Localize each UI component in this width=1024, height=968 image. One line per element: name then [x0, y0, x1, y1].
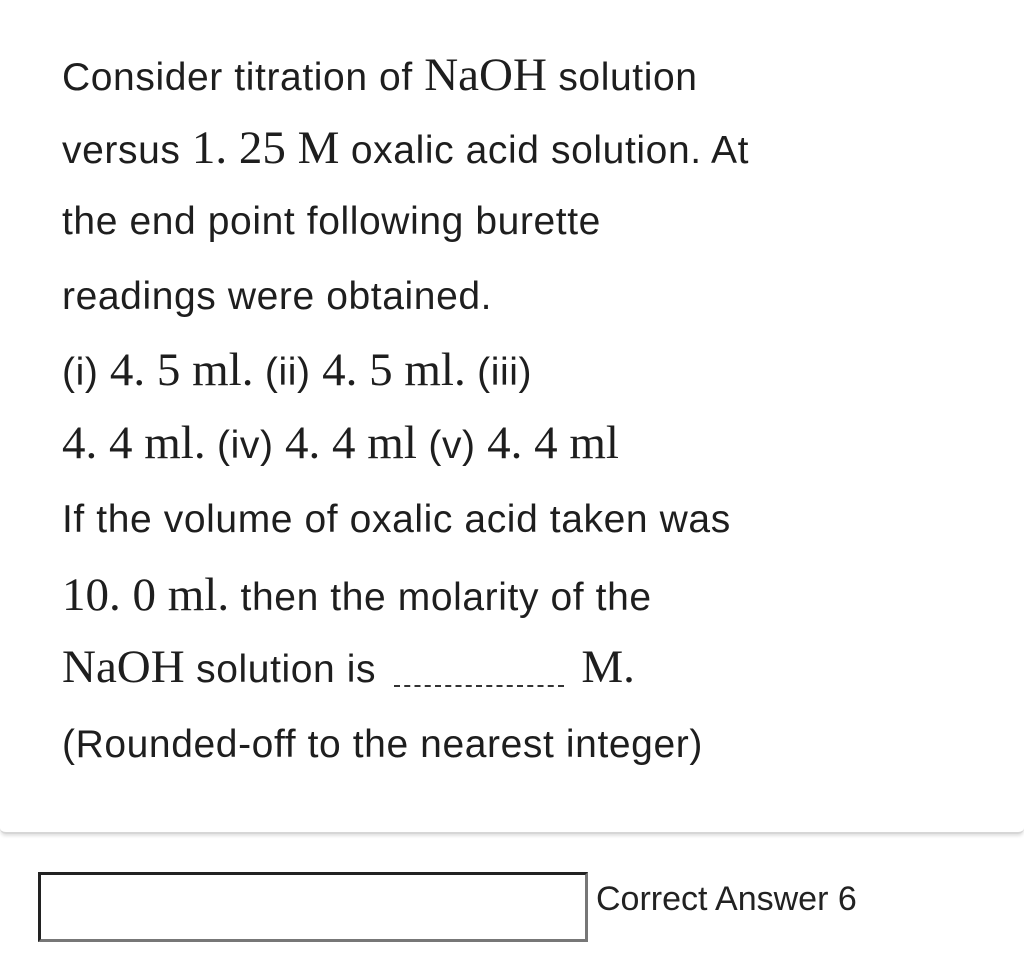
question-text: solution — [546, 56, 698, 99]
correct-answer-label: Correct Answer 6 — [596, 880, 857, 918]
question-text: (Rounded-off to the nearest integer) — [62, 723, 703, 766]
question-text: Consider titration of — [62, 56, 425, 99]
question-line — [62, 630, 635, 704]
question-line — [62, 483, 731, 557]
question-line — [62, 111, 749, 185]
question-text: (v) — [416, 424, 488, 467]
question-text: (i) — [62, 351, 110, 394]
math-expression: NaOH — [62, 641, 185, 693]
question-text: solution is — [184, 648, 388, 691]
math-expression: M. — [569, 641, 635, 693]
question-text: then the molarity of the — [229, 576, 652, 619]
question-line — [62, 406, 619, 480]
question-line — [62, 185, 601, 259]
math-expression: 4. 4 ml — [487, 417, 619, 469]
math-expression: 4. 5 ml. — [109, 344, 254, 396]
question-text: If the volume of oxalic acid taken was — [62, 498, 731, 541]
question-line — [62, 558, 652, 632]
question-line — [62, 260, 492, 334]
question-text: (iv) — [205, 424, 286, 467]
question-text: the end point following burette — [62, 200, 601, 243]
math-expression: 4. 4 ml. — [62, 417, 206, 469]
question-line — [62, 333, 532, 407]
answer-input[interactable] — [38, 872, 588, 942]
question-line — [62, 708, 703, 782]
question-text: oxalic acid solution. At — [339, 129, 750, 172]
answer-blank — [394, 685, 564, 687]
question-line — [62, 38, 698, 112]
math-expression: 1. 25 M — [191, 122, 340, 174]
question-text: versus — [62, 129, 192, 172]
math-expression: 10. 0 ml. — [62, 569, 230, 621]
question-text: (ii) — [253, 351, 323, 394]
math-expression: 4. 4 ml — [285, 417, 417, 469]
question-text: (iii) — [465, 351, 533, 394]
math-expression: NaOH — [424, 49, 547, 101]
question-text: readings were obtained. — [62, 275, 493, 318]
math-expression: 4. 5 ml. — [322, 344, 466, 396]
